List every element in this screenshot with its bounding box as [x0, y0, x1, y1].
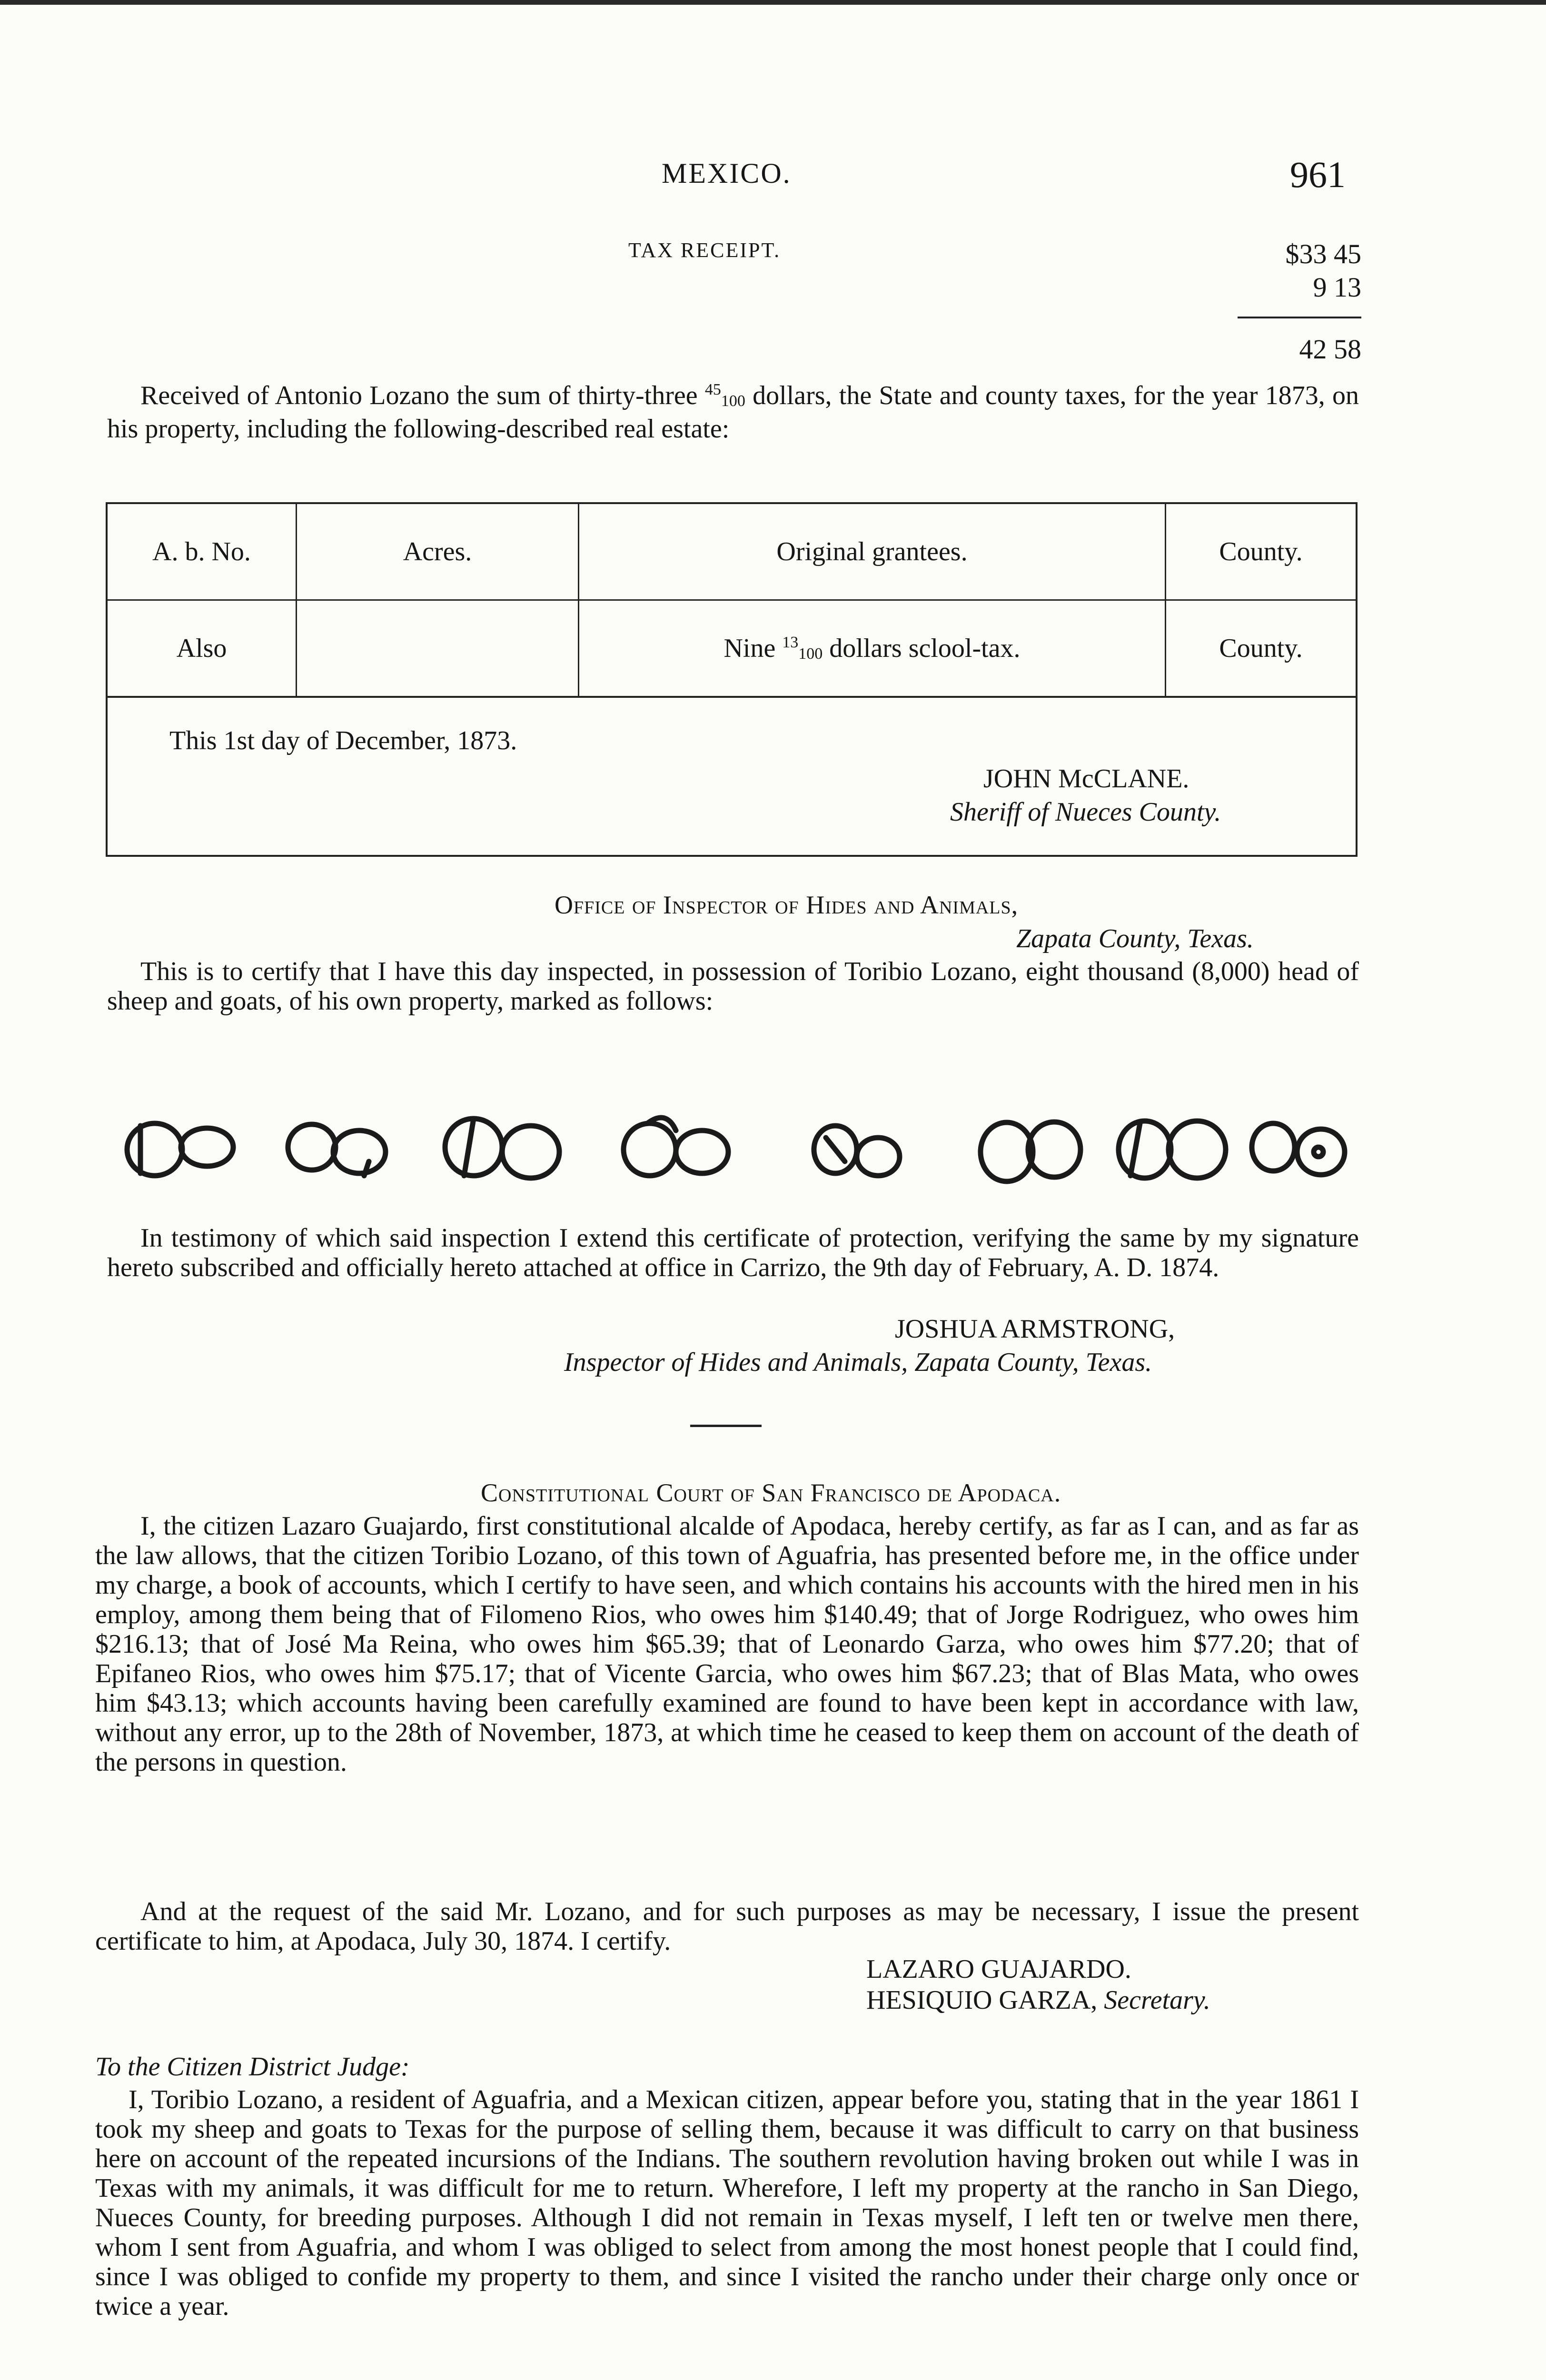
amount-total: 42 58	[1299, 334, 1361, 365]
brand-mark-icon	[445, 1119, 559, 1178]
court-heading: Constitutional Court of San Francisco de Apodaca.	[481, 1478, 1061, 1507]
court-paragraph-2: And at the request of the said Mr. Lozano, and for such purposes as may be necessary, I issue the present certificate to him, at Apodaca, July 30, 1874. I certify.	[95, 1897, 1359, 1956]
brand-mark-icon	[814, 1126, 900, 1176]
cell-county: County.	[1166, 600, 1356, 697]
receipt-signer: JOHN McCLANE.	[983, 764, 1189, 793]
col-county: County.	[1166, 504, 1356, 600]
cell-also: Also	[108, 600, 297, 697]
col-ab-no: A. b. No.	[108, 504, 297, 600]
petition-paragraph: I, Toribio Lozano, a resident of Aguafria, and a Mexican citizen, appear before you, stating that in the year 1861 I took my sheep and goats to Texas for the purpose of selling them, because it was difficult to carry on that business here on account of the repeated incursions of the Indians. The southern revolution having broken out while I was in Texas with my animals, it was difficult for me to return. Wherefore, I left my property at the rancho in San Diego, Nueces County, for breeding purposes. Although I did not remain in Texas myself, I left ten or twelve men there, whom I sent from Aguafria, and whom I was obliged to select from among the most honest people that I could find, since I was obliged to confide my property to them, and since I visited the rancho under their charge only once or twice a year.	[95, 2085, 1359, 2321]
amount-1: $33 45	[1285, 238, 1361, 269]
page-number: 961	[1290, 154, 1346, 195]
brand-mark-icon	[981, 1122, 1080, 1181]
brand-marks-figure	[121, 1095, 1368, 1204]
cell-acres	[297, 600, 579, 697]
brand-mark-icon	[1252, 1123, 1345, 1175]
court-signer-1: LAZARO GUAJARDO.	[866, 1954, 1131, 1984]
brand-mark-icon	[1119, 1121, 1226, 1178]
inspection-paragraph: This is to certify that I have this day inspected, in possession of Toribio Lozano, eight thousand (8,000) head of sheep and goats, of his own property, marked as follows:	[107, 957, 1359, 1016]
brand-mark-icon	[624, 1118, 728, 1176]
inspection-place: Zapata County, Texas.	[1016, 924, 1254, 953]
brand-mark-icon	[127, 1123, 233, 1176]
amount-total-rule	[1238, 317, 1361, 318]
col-acres: Acres.	[297, 504, 579, 600]
receipt-paragraph: Received of Antonio Lozano the sum of thirty-three $^{45}$100 dollars, the State and county taxes, for the year 1873, on his property, including the following-described real estate:	[107, 381, 1359, 444]
inspector-title: Inspector of Hides and Animals, Zapata County, Texas.	[564, 1348, 1152, 1377]
running-header-title: MEXICO.	[662, 158, 792, 189]
inspection-office: Office of Inspector of Hides and Animals,	[555, 891, 1019, 919]
testimony-paragraph: In testimony of which said inspection I extend this certificate of protection, verifying the same by my signature hereto subscribed and officially hereto attached at office in Carrizo, the 9th day of February, A. D. 1874.	[107, 1223, 1359, 1282]
tax-table-box	[106, 502, 1358, 857]
tax-table	[108, 504, 1356, 698]
inspector-signer: JOSHUA ARMSTRONG,	[895, 1314, 1175, 1344]
amount-2: 9 13	[1313, 272, 1361, 303]
col-original-grantees: Original grantees.	[579, 504, 1166, 600]
court-signer-2-title: Secretary.	[1104, 1985, 1210, 2015]
petition-salutation: To the Citizen District Judge:	[95, 2052, 410, 2082]
top-border	[0, 0, 1546, 5]
tax-receipt-heading: TAX RECEIPT.	[628, 238, 781, 262]
court-paragraph-1: I, the citizen Lazaro Guajardo, first constitutional alcalde of Apodaca, hereby certify, as far as I can, and as far as the law allows, that the citizen Toribio Lozano, of this town of Aguafria, has presented before me, in the office under my charge, a book of accounts, which I certify to have seen, and which contains his accounts with the hired men in his employ, among them being that of Filomeno Rios, who owes him $140.49; that of Jorge Rodriguez, who owes him $216.13; that of José Ma Reina, who owes him $65.39; that of Leonardo Garza, who owes him $77.20; that of Epifaneo Rios, who owes him $75.17; that of Vicente Garcia, who owes him $67.23; that of Blas Mata, who owes him $43.13; which accounts having been carefully examined are found to have been kept in accordance with law, without any error, up to the 28th of November, 1873, at which time he ceased to keep them on account of the death of the persons in question.	[95, 1511, 1359, 1777]
section-divider	[690, 1425, 762, 1427]
table-row	[108, 600, 1356, 697]
receipt-signer-title: Sheriff of Nueces County.	[950, 797, 1221, 827]
court-signer-2-name: HESIQUIO GARZA,	[866, 1985, 1098, 2015]
court-signer-2	[866, 1985, 1210, 2015]
receipt-date: This 1st day of December, 1873.	[169, 726, 517, 755]
cell-school-tax: Nine $^{13}$100 dollars sclool-tax.	[579, 600, 1166, 697]
brand-mark-icon	[288, 1124, 386, 1176]
